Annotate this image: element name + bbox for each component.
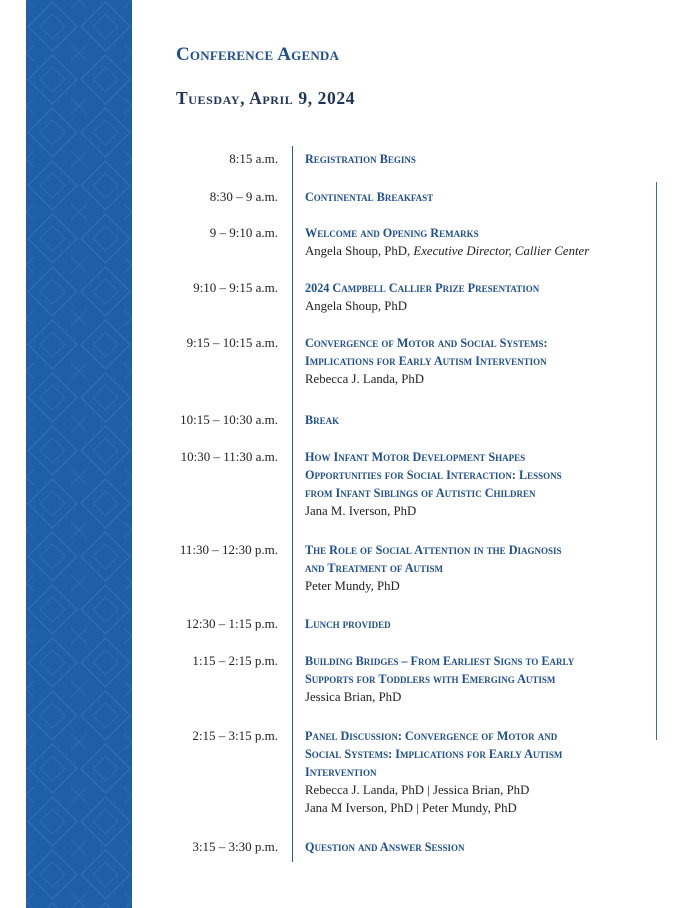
agenda-item [305, 411, 655, 429]
agenda-item [305, 727, 655, 817]
agenda-time: 2:15 – 3:15 p.m. [192, 728, 278, 743]
agenda-title: How Infant Motor Development Shapes [305, 450, 526, 464]
agenda-speaker: Jana M Iverson, PhD | Peter Mundy, PhD [305, 801, 517, 815]
agenda-time: 8:15 a.m. [229, 151, 278, 166]
agenda-speaker: Rebecca J. Landa, PhD | Jessica Brian, PhD [305, 783, 530, 797]
agenda-speaker [305, 242, 655, 260]
agenda-time: 1:15 – 2:15 p.m. [192, 653, 278, 668]
agenda-time: 3:15 – 3:30 p.m. [192, 839, 278, 854]
decorative-side-band [26, 0, 132, 908]
right-margin-rule [656, 182, 657, 740]
agenda-time: 12:30 – 1:15 p.m. [185, 616, 278, 631]
agenda-time: 11:30 – 12:30 p.m. [179, 542, 278, 557]
agenda-item [305, 615, 655, 633]
agenda-title: Welcome and Opening Remarks [305, 226, 479, 240]
agenda-title: Registration Begins [305, 152, 416, 166]
agenda-time: 9 – 9:10 a.m. [209, 225, 278, 240]
agenda-item [305, 150, 655, 168]
agenda-title: Break [305, 413, 340, 427]
agenda-time: 8:30 – 9 a.m. [209, 189, 278, 204]
agenda-item [305, 541, 655, 595]
agenda-title: The Role of Social Attention in the Diagnosis [305, 543, 562, 557]
agenda-item [305, 224, 655, 260]
agenda-title: Social Systems: Implications for Early Autism [305, 747, 563, 761]
agenda-time: 9:10 – 9:15 a.m. [193, 280, 278, 295]
agenda-speaker: Rebecca J. Landa, PhD [305, 372, 425, 386]
agenda-title: Lunch provided [305, 617, 391, 631]
agenda-title: Building Bridges – From Earliest Signs to Early [305, 654, 575, 668]
agenda-speaker: Peter Mundy, PhD [305, 579, 400, 593]
speaker-name: Angela Shoup, PhD, [305, 244, 414, 258]
page-heading: Conference Agenda [176, 44, 340, 65]
agenda-item [305, 334, 655, 388]
agenda-time: 10:30 – 11:30 a.m. [180, 449, 278, 464]
agenda-title: 2024 Campbell Callier Prize Presentation [305, 281, 540, 295]
agenda-item [305, 188, 655, 206]
agenda-time: 10:15 – 10:30 a.m. [180, 412, 278, 427]
agenda-title: Question and Answer Session [305, 840, 465, 854]
agenda-date: Tuesday, April 9, 2024 [176, 88, 356, 108]
agenda-speaker: Jessica Brian, PhD [305, 690, 402, 704]
agenda-title: Continental Breakfast [305, 190, 434, 204]
agenda-speaker: Angela Shoup, PhD [305, 299, 408, 313]
agenda-title: from Infant Siblings of Autistic Children [305, 486, 536, 500]
timeline-divider [292, 146, 293, 862]
agenda-speaker: Jana M. Iverson, PhD [305, 504, 417, 518]
agenda-item [305, 448, 655, 520]
agenda-title: Panel Discussion: Convergence of Motor and [305, 729, 558, 743]
agenda-title: Convergence of Motor and Social Systems: [305, 336, 548, 350]
agenda-item [305, 279, 655, 315]
agenda-time: 9:15 – 10:15 a.m. [186, 335, 278, 350]
agenda-item [305, 838, 655, 856]
agenda-item [305, 652, 655, 706]
agenda-title: and Treatment of Autism [305, 561, 444, 575]
agenda-title: Opportunities for Social Interaction: Lessons [305, 468, 562, 482]
speaker-affiliation: Executive Director, Callier Center [413, 244, 590, 258]
agenda-title: Intervention [305, 765, 377, 779]
agenda-title: Supports for Toddlers with Emerging Autism [305, 672, 556, 686]
side-band-pattern [26, 0, 132, 908]
agenda-title: Implications for Early Autism Intervention [305, 354, 547, 368]
